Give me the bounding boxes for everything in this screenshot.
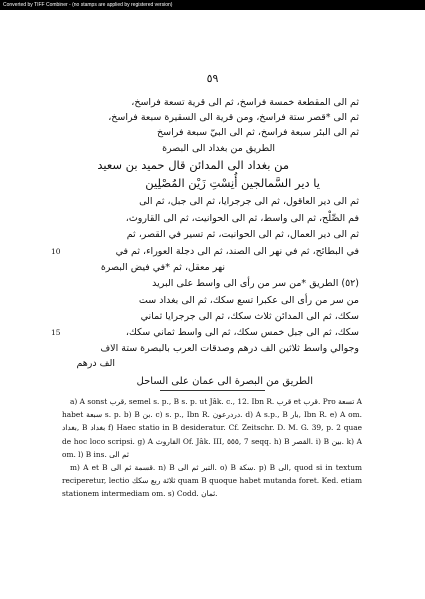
section-heading: الطريق من البصرة الى عمان على الساحل	[136, 376, 313, 387]
text-line: ثم الى المقطعة خمسة فراسخ، ثم الى قرية تسعة فراسخ،	[131, 97, 359, 108]
text-line: فم الصِّلْح، ثم الى واسط، ثم الى الحوانيت، ثم الى القاروث،	[125, 213, 359, 224]
text-line: ثم الى دير العمال، ثم الى الحوانيت، ثم تسير في القصر، ثم	[126, 229, 359, 240]
footnote-paragraph: m) A et B قسمة ثم الى. n) B التبر ثم الى. o) B سكة. p) B الى, quod si in textum reciperetur, lectio ثلاثة ربع سكك quam B quoque habet mutanda foret. Ked. etiam stationem intermediam om. s) Codd. ثمان.	[62, 463, 363, 499]
footnote-divider	[160, 390, 265, 391]
subheading: الطريق من بغداد الى البصرة	[162, 143, 275, 154]
line-number: 15	[51, 328, 61, 337]
text-line: الف درهم	[76, 358, 115, 369]
text-line: سكك، ثم الى جبل خمس سكك، ثم الى واسط ثماني سكك،	[125, 327, 359, 338]
text-line: ثم الى البئر سبعة فراسخ، ثم الى البيّ سبعة فراسخ	[157, 127, 359, 138]
line-number: 10	[51, 247, 61, 256]
page-number: ٥٩	[206, 72, 219, 85]
text-line: ثم الى دير العاقول، ثم الى جرجرايا، ثم الى جبل، ثم الى	[139, 196, 359, 207]
verse-line: يا دير السَّمالجين أُنِسْتِ زَيْن المُصْلِين	[145, 176, 320, 190]
footnotes	[62, 395, 362, 501]
text-line: من بغداد الى المدائن قال حميد بن سعيد	[97, 158, 289, 172]
text-line: ثم الى *قصر ستة فراسخ، ومن قرية الى السقيرة سبعة فراسخ،	[108, 112, 359, 123]
text-line: من سر من رأى الى عكبرا تسع سكك، ثم الى بغداد ست	[138, 295, 359, 306]
footnote-paragraph: a) A sonst قرب, semel s. p., B s. p. ut Jâk. c., 12. Ibn R. قرب et قرب. Pro تسعة A habet سبعة s. p. b) B بن. c) s. p., Ibn R. دردرعون. d) A s.p., B بار, Ibn R. e) A om. بغداد, B بغداد f) Haec statio in B desideratur. Cf. Zeitschr. D. M. G. 39, p. 2 quae de hoc loco scripsi. g) A القاروث Of. Jâk. III, ٥٥٥, 7 seqq. h) B القصر. i) B بين. k) A om. l) B ins. ثم الى	[62, 397, 363, 459]
text-line: (٥٢) الطريق *من سر من رأى الى واسط على البريد	[152, 278, 359, 289]
text-line: وجوالي واسط ثلاثين الف درهم وصدقات العرب بالبصرة ستة الاف	[100, 343, 359, 354]
text-line: نهر معقل، ثم *في فيض البصرة	[100, 262, 225, 273]
text-line: في البطائح، ثم في نهر الى الصند، ثم الى دجلة العوراء، ثم في	[115, 246, 359, 257]
converter-banner: Converted by TIFF Combiner - (no stamps are applied by registered version)	[0, 0, 425, 10]
text-line: سكك، ثم الى المدائن ثلاث سكك، ثم الى جرجرايا ثماني	[140, 311, 359, 322]
